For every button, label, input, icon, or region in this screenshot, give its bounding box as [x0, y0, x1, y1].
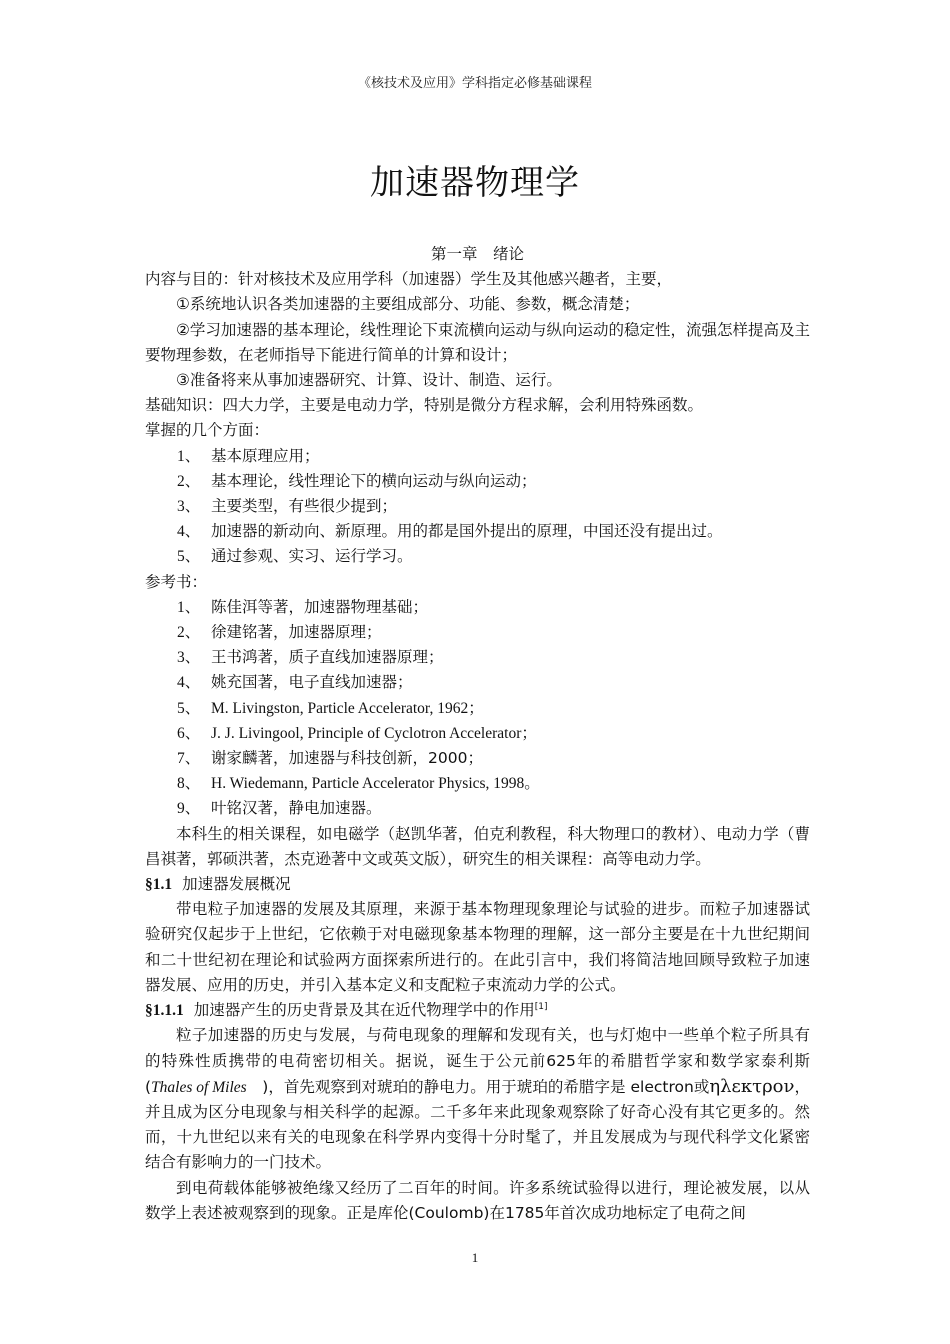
- citation-ref: [1]: [534, 1001, 548, 1012]
- purpose-line: 内容与目的：针对核技术及应用学科（加速器）学生及其他感兴趣者，主要，: [145, 270, 673, 289]
- list-item-number: 1、: [177, 447, 201, 465]
- paragraph-text: ，并且成为区分电现象与相关科学的起源。二千多年来此现象观察除了好奇心没有其它更多的。然而，十九世纪以来有关的电现象在科学界内变得十分时髦了，并且发展成为与现代科学文化紧密结合有影响力的一门技术。: [145, 1077, 810, 1172]
- reference-item: [145, 595, 810, 620]
- reference-number: 1、: [177, 598, 201, 616]
- paragraph-text: )，首先观察到对琥珀的静电力。用于琥珀的希腊字是 electron或: [246, 1077, 710, 1096]
- section-heading-1-1: [145, 872, 810, 897]
- reference-text: 陈佳洱等著，加速器物理基础；: [211, 597, 429, 616]
- goal-3: ③准备将来从事加速器研究、计算、设计、制造、运行。: [176, 371, 562, 390]
- master-list: [145, 444, 810, 570]
- section-paragraph: 带电粒子加速器的发展及其原理，来源于基本物理现象理论与试验的进步。而粒子加速器试验研究仅起步于上世纪，它依赖于对电磁现象基本物理的理解，这一部分主要是在十九世纪期间和二十世纪初在理论和试验两方面探索所进行的。在此引言中，我们将简洁地回顾导致粒子加速器发展、应用的历史，并引入基本定义和支配粒子束流动力学的公式。: [145, 900, 810, 994]
- reference-text: H. Wiedemann, Particle Accelerator Physics, 1998。: [211, 775, 540, 793]
- goal-1: ①系统地认识各类加速器的主要组成部分、功能、参数，概念清楚；: [176, 295, 640, 314]
- reference-number: 6、: [177, 724, 201, 742]
- reference-item: [145, 670, 810, 695]
- reference-text: 王书鸿著，质子直线加速器原理；: [211, 648, 444, 667]
- reference-text: M. Livingston, Particle Accelerator, 1962；: [211, 699, 484, 717]
- reference-item: [145, 771, 810, 796]
- reference-number: 5、: [177, 699, 201, 717]
- page-number: 1: [471, 1250, 479, 1265]
- list-item-text: 通过参观、实习、运行学习。: [211, 547, 413, 566]
- reference-text: 徐建铭著，加速器原理；: [211, 623, 382, 642]
- coulomb-paragraph: 到电荷载体能够被绝缘又经历了二百年的时间。许多系统试验得以进行，理论被发展，以从数学上表述被观察到的现象。正是库伦(Coulomb)在1785年首次成功地标定了电荷之间: [145, 1178, 810, 1222]
- goal-2: ②学习加速器的基本理论，线性理论下束流横向运动与纵向运动的稳定性，流强怎样提高及主要物理参数，在老师指导下能进行简单的计算和设计；: [145, 320, 810, 364]
- list-item-text: 基本原理应用；: [211, 446, 320, 465]
- reference-number: 2、: [177, 624, 201, 642]
- reference-text: 姚充国著，电子直线加速器；: [211, 673, 413, 692]
- reference-item: [145, 696, 810, 721]
- reference-number: 7、: [177, 750, 201, 768]
- reference-item: [145, 620, 810, 645]
- list-item: [145, 444, 810, 469]
- list-item: [145, 544, 810, 569]
- reference-item: [145, 796, 810, 821]
- reference-item: [145, 721, 810, 746]
- related-courses: 本科生的相关课程，如电磁学（赵凯华著，伯克利教程，科大物理口的教材）、电动力学（曹昌祺著，郭硕洪著，杰克逊著中文或英文版），研究生的相关课程：高等电动力学。: [145, 824, 810, 868]
- body-content: [145, 242, 810, 1226]
- paragraph-text: 粒子加速器的历史与发展，与荷电现象的理解和发现有关，也与灯炮中一些单个粒子所具有的特殊性质携带的电荷密切相关。据说，诞生于公元前625年的希腊哲学家和数学家泰利斯(: [145, 1026, 810, 1096]
- list-item: [145, 519, 810, 544]
- section-title: 加速器产生的历史背景及其在近代物理学中的作用: [193, 1001, 535, 1020]
- section-number: §1.1.1: [145, 1002, 184, 1020]
- reference-item: [145, 746, 810, 771]
- list-item: [145, 494, 810, 519]
- reference-text: 谢家麟著，加速器与科技创新，2000；: [211, 749, 483, 768]
- reference-number: 4、: [177, 674, 201, 692]
- reference-text: 叶铭汉著，静电加速器。: [211, 799, 382, 818]
- list-item-number: 3、: [177, 498, 201, 516]
- list-item-number: 4、: [177, 523, 201, 541]
- reference-number: 3、: [177, 649, 201, 667]
- running-header: 《核技术及应用》学科指定必修基础课程: [357, 76, 592, 91]
- list-item: [145, 469, 810, 494]
- list-item-text: 加速器的新动向、新原理。用的都是国外提出的原理，中国还没有提出过。: [211, 522, 723, 541]
- list-item-text: 主要类型，有些很少提到；: [211, 497, 398, 516]
- reference-number: 8、: [177, 775, 201, 793]
- history-paragraph: [145, 1023, 810, 1175]
- refs-heading: 参考书：: [145, 572, 208, 591]
- reference-list: [145, 595, 810, 822]
- chapter-heading: 第一章 绪论: [430, 245, 524, 263]
- section-title: 加速器发展概况: [182, 875, 291, 894]
- list-item-text: 基本理论，线性理论下的横向运动与纵向运动；: [211, 471, 537, 490]
- reference-item: [145, 645, 810, 670]
- list-item-number: 5、: [177, 548, 201, 566]
- person-name: Thales of Miles: [151, 1078, 247, 1096]
- document-title: 加速器物理学: [370, 163, 580, 203]
- section-number: §1.1: [145, 876, 173, 894]
- greek-word: ηλεκτρον: [709, 1075, 795, 1097]
- list-item-number: 2、: [177, 472, 201, 490]
- section-heading-1-1-1: [145, 998, 810, 1023]
- reference-text: J. J. Livingool, Principle of Cyclotron Accelerator；: [211, 724, 537, 742]
- basics-line: 基础知识：四大力学，主要是电动力学，特别是微分方程求解，会利用特殊函数。: [145, 396, 704, 415]
- master-heading: 掌握的几个方面：: [145, 421, 270, 440]
- reference-number: 9、: [177, 800, 201, 818]
